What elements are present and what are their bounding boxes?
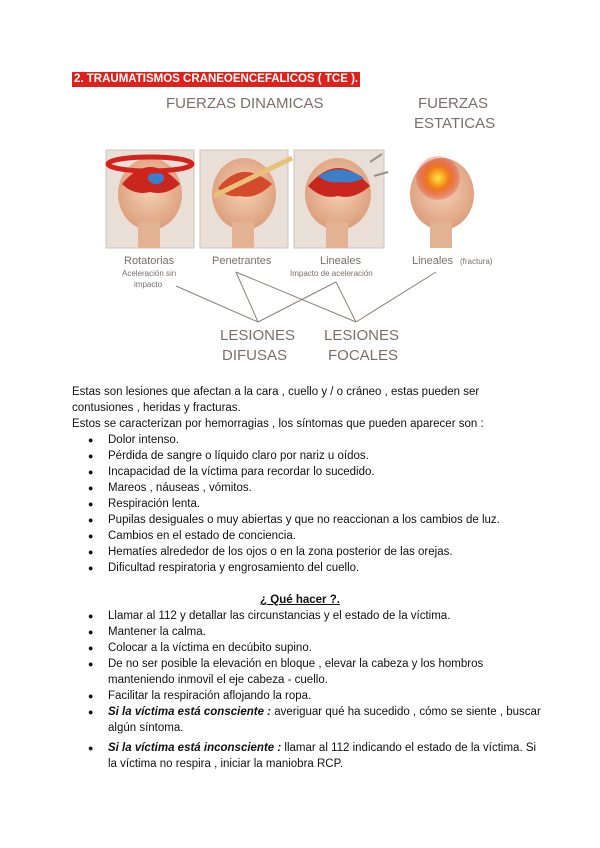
conscious-text: averiguar qué ha sucedido , cómo se siente , buscar algún síntoma.	[108, 706, 541, 734]
list-item: ● Respiración lenta.	[72, 496, 542, 512]
symptoms-list	[72, 432, 542, 576]
list-item: ● Pérdida de sangre o líquido claro por nariz u oídos.	[72, 448, 542, 464]
lesion-focal-label-2: FOCALES	[328, 347, 399, 364]
head-sublabel-rotational-2: impacto	[134, 280, 163, 289]
head-linear-fracture-illustration	[410, 156, 474, 248]
list-item: ● De no ser posible la elevación en bloque , elevar la cabeza y los hombros manteniendo inmovil el eje cabeza - cuello.	[72, 656, 542, 688]
head-penetrating-illustration	[200, 150, 292, 248]
lesion-diffuse-label-2: DIFUSAS	[222, 347, 288, 364]
head-label-penetrating: Penetrantes	[212, 255, 272, 267]
list-item: ● Mantener la calma.	[72, 624, 542, 640]
list-item	[72, 704, 542, 736]
list-item: ● Llamar al 112 y detallar las circunstancias y el estado de la víctima.	[72, 608, 542, 624]
head-sublabel-rotational-1: Aceleración sin	[122, 269, 177, 278]
list-item: ● Dificultad respiratoria y engrosamiento del cuello.	[72, 560, 542, 576]
head-sublabel-linear: Impacto de aceleración	[290, 269, 373, 278]
tce-forces-diagram	[96, 92, 526, 372]
actions-list	[72, 608, 542, 772]
list-item	[72, 740, 542, 772]
connector-lines	[176, 272, 436, 322]
intro-line-1: Estas son lesiones que afectan a la cara , cuello y / o cráneo , estas pueden ser	[72, 386, 480, 398]
what-to-do-heading: ¿ Qué hacer ?.	[260, 594, 340, 606]
list-item: ● Cambios en el estado de conciencia.	[72, 528, 542, 544]
head-linear-acceleration-illustration	[294, 150, 388, 248]
head-sublabel-fracture: (fractura)	[460, 257, 493, 266]
list-item: ● Mareos , náuseas , vómitos.	[72, 480, 542, 496]
list-item: ● Colocar a la víctima en decúbito supino.	[72, 640, 542, 656]
list-item: ● Facilitar la respiración aflojando la ropa.	[72, 688, 542, 704]
list-item: ● Hematíes alrededor de los ojos o en la zona posterior de las orejas.	[72, 544, 542, 560]
intro-line-3: Estos se caracterizan por hemorragias , los síntomas que pueden aparecer son :	[72, 418, 484, 430]
list-item: ● Dolor intenso.	[72, 432, 542, 448]
head-label-fracture: Lineales	[412, 255, 453, 267]
list-item: ● Incapacidad de la víctima para recordar lo sucedido.	[72, 464, 542, 480]
dynamic-forces-label: FUERZAS DINAMICAS	[166, 95, 324, 112]
list-item: ● Pupilas desiguales o muy abiertas y que no reaccionan a los cambios de luz.	[72, 512, 542, 528]
static-forces-label-1: FUERZAS	[418, 95, 489, 112]
head-rotational-illustration	[106, 150, 194, 248]
unconscious-text: llamar al 112 indicando el estado de la víctima. Si la víctima no respira , iniciar la maniobra RCP.	[108, 742, 537, 770]
head-label-linear: Lineales	[320, 255, 361, 267]
lesion-diffuse-label-1: LESIONES	[220, 327, 296, 344]
section-heading: 2. TRAUMATISMOS CRANEOENCEFALICOS ( TCE ).	[74, 73, 359, 85]
conscious-lead: Si la víctima está consciente :	[108, 706, 271, 718]
static-forces-label-2: ESTATICAS	[414, 115, 496, 132]
lesion-focal-label-1: LESIONES	[324, 327, 400, 344]
unconscious-lead: Si la víctima está inconsciente :	[108, 742, 282, 754]
head-label-rotational: Rotatorias	[124, 255, 175, 267]
intro-line-2: contusiones , heridas y fracturas.	[72, 402, 241, 414]
